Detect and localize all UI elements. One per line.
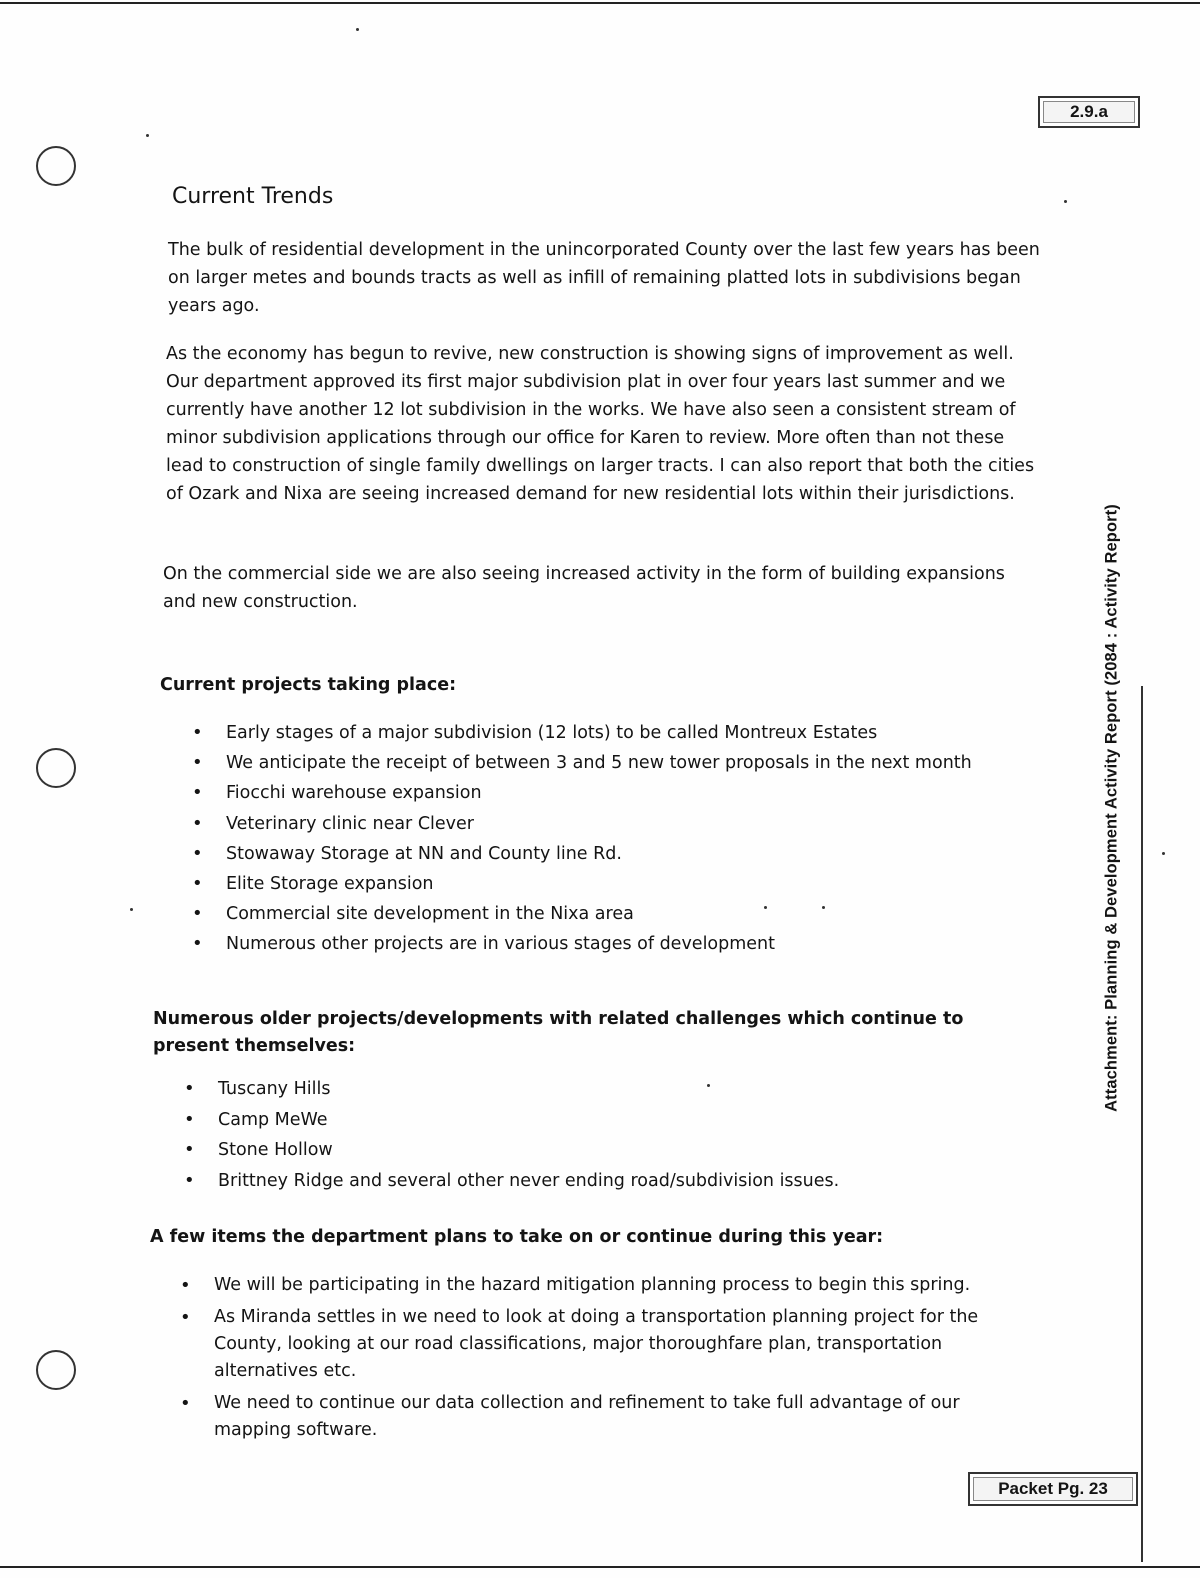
section-label: 2.9.a xyxy=(1038,96,1140,128)
list-item: • Stone Hollow xyxy=(184,1135,1024,1166)
bullet-icon: • xyxy=(180,1275,191,1296)
list-item: • Commercial site development in the Nixa area xyxy=(192,899,1032,929)
bullet-icon: • xyxy=(184,1078,195,1099)
scan-speck xyxy=(1064,200,1067,203)
bullet-icon: • xyxy=(184,1139,195,1160)
paragraph-economy: As the economy has begun to revive, new construction is showing signs of improvement as well. Our department approved its first major subdivision plat in over four years last summer and we currently have another 12 lot subdivision in the works. We have also seen a consistent stream of minor subdivision applications through our office for Karen to review. More often than not these lead to construction of single family dwellings on larger tracts. I can also report that both the cities of Ozark and Nixa are seeing increased demand for new residential lots within their jurisdictions. xyxy=(166,344,1035,504)
list-item: • Stowaway Storage at NN and County line Rd. xyxy=(192,839,1032,869)
attachment-caption: Attachment: Planning & Development Activity Report (2084 : Activity Report) xyxy=(1102,504,1121,1112)
scan-speck xyxy=(146,134,149,137)
list-item: • Camp MeWe xyxy=(184,1105,1024,1136)
list-item: • Tuscany Hills xyxy=(184,1074,1024,1105)
list-item: • We will be participating in the hazard mitigation planning process to begin this spring. xyxy=(180,1272,1020,1299)
scan-speck xyxy=(1162,852,1165,855)
older-projects-heading: Numerous older projects/developments with related challenges which continue to present themselves: xyxy=(153,1009,964,1056)
bullet-icon: • xyxy=(192,842,203,864)
scan-speck xyxy=(356,28,359,31)
list-item: • Fiocchi warehouse expansion xyxy=(192,778,1032,808)
bottom-border-line xyxy=(0,1566,1200,1568)
older-projects-list xyxy=(184,1074,1024,1196)
current-projects-heading: Current projects taking place: xyxy=(160,675,457,695)
bullet-icon: • xyxy=(192,812,203,834)
bullet-icon: • xyxy=(192,933,203,955)
punch-hole-top xyxy=(36,146,76,186)
plans-list xyxy=(180,1272,1020,1449)
bullet-icon: • xyxy=(184,1169,195,1191)
bullet-icon: • xyxy=(192,752,203,774)
list-item: • Numerous other projects are in various stages of development xyxy=(192,929,1032,959)
bullet-icon: • xyxy=(192,722,203,743)
margin-rule xyxy=(1141,686,1143,1562)
bullet-icon: • xyxy=(192,782,203,804)
top-border-line xyxy=(0,2,1200,4)
page-number-label: Packet Pg. 23 xyxy=(968,1472,1138,1506)
list-item: • Early stages of a major subdivision (12 lots) to be called Montreux Estates xyxy=(192,718,1032,748)
paragraph-commercial: On the commercial side we are also seeing increased activity in the form of building expansions and new construction. xyxy=(163,564,1005,612)
list-item: • Brittney Ridge and several other never ending road/subdivision issues. xyxy=(184,1166,1024,1197)
bullet-icon: • xyxy=(192,903,203,925)
plans-heading: A few items the department plans to take on or continue during this year: xyxy=(150,1227,884,1247)
list-item: • We anticipate the receipt of between 3 and 5 new tower proposals in the next month xyxy=(192,748,1032,778)
bullet-icon: • xyxy=(180,1393,191,1414)
list-item: • We need to continue our data collection and refinement to take full advantage of our mapping software. xyxy=(180,1390,1020,1444)
list-item: • Elite Storage expansion xyxy=(192,869,1032,899)
section-heading: Current Trends xyxy=(172,184,334,209)
punch-hole-bottom xyxy=(36,1350,76,1390)
current-projects-list xyxy=(192,718,1032,960)
punch-hole-middle xyxy=(36,748,76,788)
list-item: • Veterinary clinic near Clever xyxy=(192,809,1032,839)
bullet-icon: • xyxy=(192,873,203,895)
bullet-icon: • xyxy=(180,1307,191,1328)
bullet-icon: • xyxy=(184,1108,195,1130)
paragraph-residential: The bulk of residential development in the unincorporated County over the last few years has been on larger metes and bounds tracts as well as infill of remaining platted lots in subdivisions began years ago. xyxy=(168,240,1040,316)
list-item: • As Miranda settles in we need to look at doing a transportation planning project for the County, looking at our road classifications, major thoroughfare plan, transportation alternatives etc. xyxy=(180,1304,1020,1385)
scan-speck xyxy=(130,908,133,911)
